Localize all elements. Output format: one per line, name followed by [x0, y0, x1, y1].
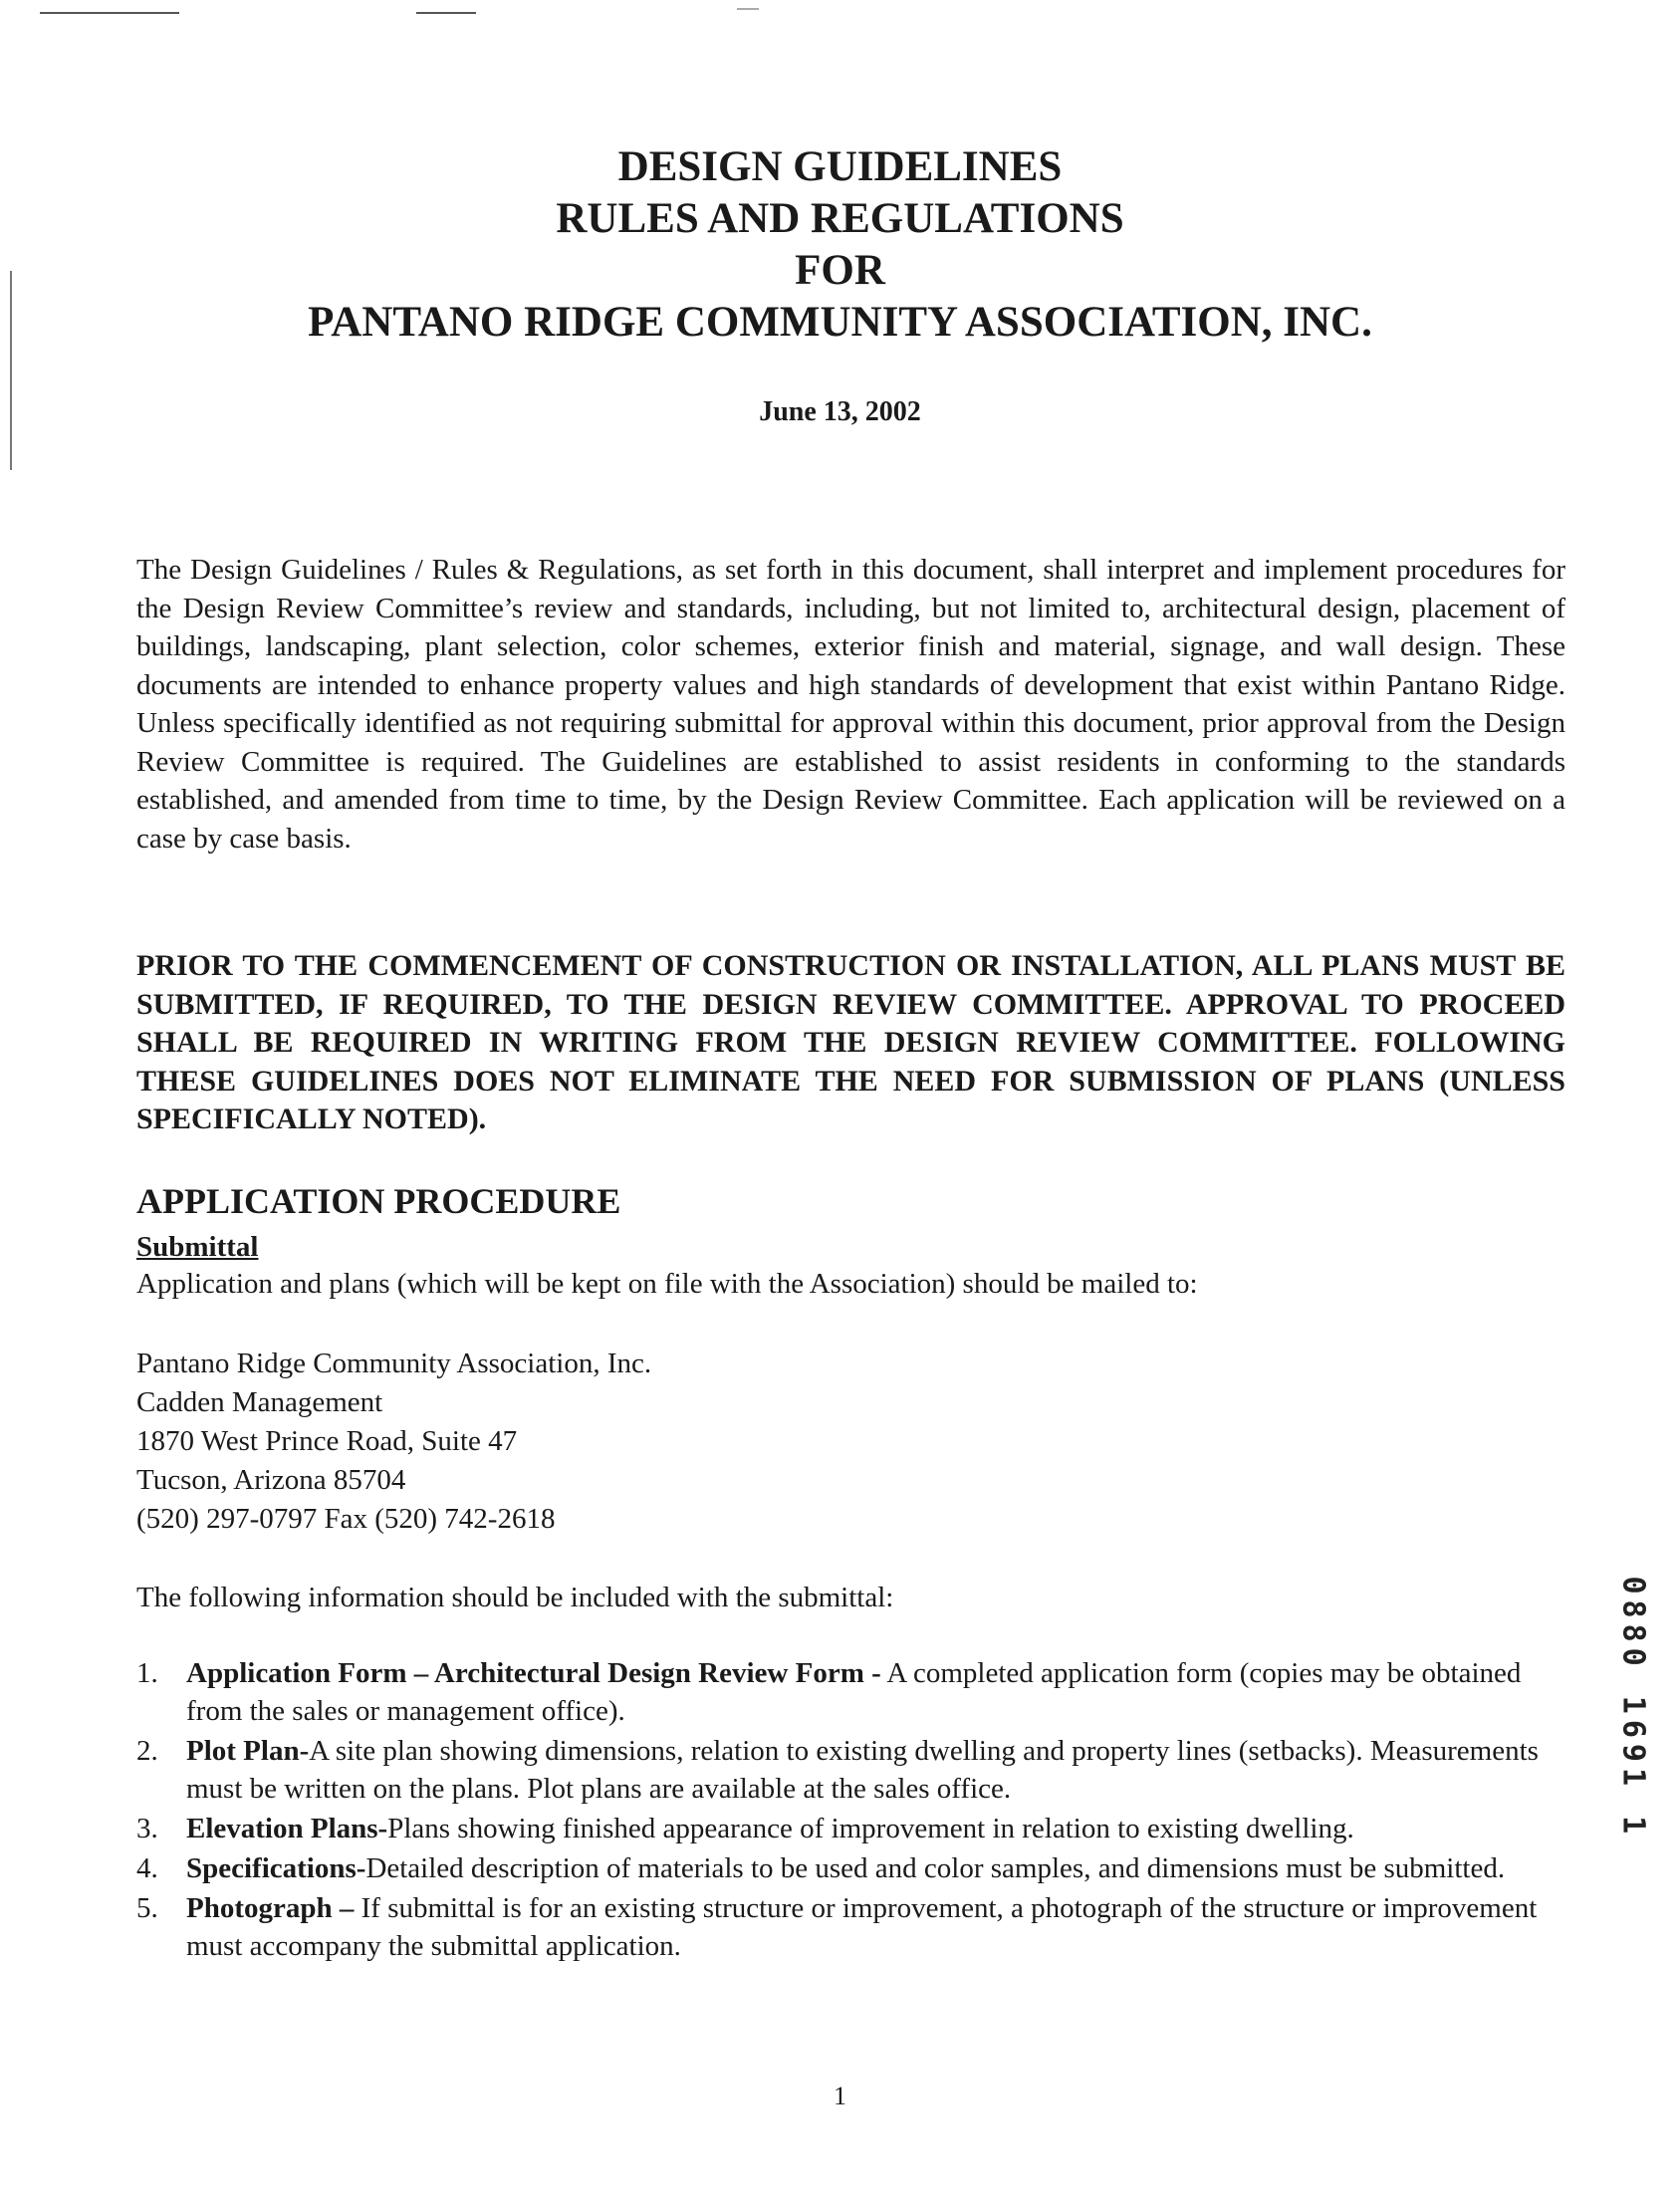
mailing-address: [136, 1345, 651, 1539]
address-line: 1870 West Prince Road, Suite 47: [136, 1425, 518, 1457]
submittal-requirements-intro: The following information should be included with the submittal:: [136, 1582, 894, 1613]
document-stamp: [1613, 1576, 1651, 1917]
address-line: (520) 297-0797 Fax (520) 742-2618: [136, 1503, 556, 1535]
list-label: Specifications-: [186, 1852, 366, 1884]
title-line: RULES AND REGULATIONS: [556, 195, 1124, 242]
list-number: 4.: [136, 1852, 158, 1884]
title-line: FOR: [795, 247, 885, 294]
subheading: Submittal: [136, 1231, 259, 1263]
title-line: PANTANO RIDGE COMMUNITY ASSOCIATION, INC.: [308, 299, 1372, 346]
list-number: 3.: [136, 1813, 158, 1844]
list-label: Photograph –: [186, 1892, 355, 1924]
list-item: [136, 1732, 1565, 1808]
page-number: 1: [834, 2082, 846, 2110]
list-text: A site plan showing dimensions, relation to existing dwelling and property lines (setbacks). Measurements must be written on the plans. Plot plans are available at the sales office.: [186, 1735, 1539, 1805]
section-heading: APPLICATION PROCEDURE: [136, 1181, 621, 1221]
list-item: [136, 1654, 1565, 1730]
list-number: 5.: [136, 1892, 158, 1924]
list-item: [136, 1849, 1565, 1887]
scan-artifact: [416, 12, 476, 14]
document-title: [0, 141, 1680, 349]
list-label: Plot Plan-: [186, 1735, 310, 1767]
list-number: 2.: [136, 1735, 158, 1767]
address-line: Tucson, Arizona 85704: [136, 1464, 406, 1496]
list-number: 1.: [136, 1657, 158, 1689]
list-text: Detailed description of materials to be used and color samples, and dimensions must be submitted.: [365, 1852, 1506, 1884]
list-text: A completed application form (copies may be obtained from the sales or management office).: [186, 1657, 1522, 1727]
requirements-list: [136, 1654, 1565, 1967]
scan-artifact: [40, 12, 179, 14]
stamp-number: 0880 1691 1: [1615, 1576, 1651, 1840]
mailing-intro: Application and plans (which will be kept on file with the Association) should be mailed to:: [136, 1268, 1198, 1300]
list-label: Application Form – Architectural Design Review Form -: [186, 1657, 881, 1689]
notice-paragraph: PRIOR TO THE COMMENCEMENT OF CONSTRUCTION OR INSTALLATION, ALL PLANS MUST BE SUBMITTED, IF REQUIRED, TO THE DESIGN REVIEW COMMITTEE. APPROVAL TO PROCEED SHALL BE REQUIRED IN WRITING FROM THE DESIGN REVIEW COMMITTEE. FOLLOWING THESE GUIDELINES DOES NOT ELIMINATE THE NEED FOR SUBMISSION OF PLANS (UNLESS SPECIFICALLY NOTED).: [136, 949, 1565, 1135]
document-date: June 13, 2002: [759, 396, 921, 427]
address-line: Cadden Management: [136, 1386, 383, 1418]
list-text: Plans showing finished appearance of improvement in relation to existing dwelling.: [387, 1813, 1354, 1844]
intro-paragraph: The Design Guidelines / Rules & Regulations, as set forth in this document, shall interpret and implement procedures for the Design Review Committee’s review and standards, including, but not limited to, architectural design, placement of buildings, landscaping, plant selection, color schemes, exterior finish and material, signage, and wall design. These documents are intended to enhance property values and high standards of development that exist within Pantano Ridge. Unless specifically identified as not requiring submittal for approval within this document, prior approval from the Design Review Committee is required. The Guidelines are established to assist residents in conforming to the standards established, and amended from time to time, by the Design Review Committee. Each application will be reviewed on a case by case basis.: [136, 554, 1565, 855]
list-item: [136, 1810, 1565, 1847]
scan-artifact: [737, 8, 759, 10]
list-label: Elevation Plans-: [186, 1813, 388, 1844]
list-item: [136, 1889, 1565, 1965]
title-line: DESIGN GUIDELINES: [617, 143, 1063, 190]
address-line: Pantano Ridge Community Association, Inc.: [136, 1348, 652, 1379]
list-text: If submittal is for an existing structure or improvement, a photograph of the structure or improvement must accompany the submittal application.: [186, 1892, 1538, 1962]
